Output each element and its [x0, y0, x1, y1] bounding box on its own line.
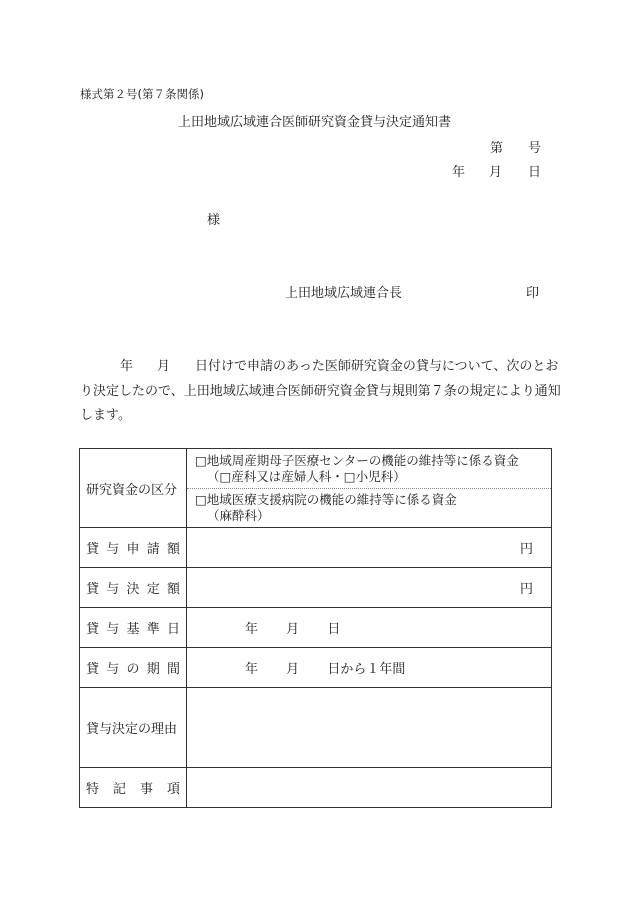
label-char: 額 — [166, 542, 180, 557]
label-char: 準 — [146, 622, 160, 637]
decided-amount-value — [187, 568, 552, 608]
label-char: 与 — [106, 622, 120, 637]
date-day: 日 — [528, 165, 542, 180]
period-month: 月 — [286, 662, 300, 677]
base-date-day: 日 — [327, 622, 341, 637]
label-char: 与 — [106, 582, 120, 597]
body-line3: します。 — [80, 408, 131, 423]
label-char: 決 — [126, 582, 140, 597]
fund-option-regional-dept: （麻酔科） — [207, 507, 270, 523]
label-char: 特 — [86, 782, 100, 797]
row-loan-period — [80, 648, 552, 688]
label-char: 定 — [146, 582, 160, 597]
issuer-name: 上田地域広域連合長 — [285, 286, 403, 301]
fund-category-label: 研究資金の区分 — [80, 449, 187, 528]
number-suffix: 号 — [528, 141, 542, 156]
decision-reason-label: 貸与決定の理由 — [80, 688, 187, 768]
row-fund-category — [80, 449, 552, 528]
decided-amount-label — [80, 568, 187, 608]
label-char: 日 — [166, 622, 180, 637]
date-year: 年 — [452, 165, 466, 180]
label-char: 請 — [146, 542, 160, 557]
form-number: 様式第２号(第７条関係) — [80, 87, 204, 101]
body-year: 年 — [120, 359, 134, 374]
row-decision-reason — [80, 688, 552, 768]
fund-category-options — [187, 449, 552, 528]
base-date-month: 月 — [286, 622, 300, 637]
applied-amount-value — [187, 528, 552, 568]
label-char: 申 — [126, 542, 140, 557]
period-year: 年 — [245, 662, 259, 677]
fund-option-perinatal-title: □地域周産期母子医療センターの機能の維持等に係る資金 — [195, 452, 519, 468]
loan-decision-table — [79, 448, 552, 808]
label-char: 項 — [166, 782, 180, 797]
applied-amount-unit: 円 — [519, 542, 533, 557]
base-date-value — [187, 608, 552, 648]
row-base-date — [80, 608, 552, 648]
label-char: 貸 — [86, 582, 100, 597]
fund-option-perinatal-dept: （□産科又は産婦人科・□小児科） — [207, 468, 406, 484]
body-month: 月 — [157, 359, 171, 374]
base-date-year: 年 — [245, 622, 259, 637]
label-char: の — [126, 662, 140, 677]
row-applied-amount — [80, 528, 552, 568]
remarks-value — [187, 768, 552, 808]
label-char: 貸 — [86, 662, 100, 677]
body-line1-rest: 日付けで申請のあった医師研究資金の貸与について、次のとお — [195, 359, 559, 374]
row-decided-amount — [80, 568, 552, 608]
label-char: 記 — [112, 782, 126, 797]
row-remarks — [80, 768, 552, 808]
decision-reason-value — [187, 688, 552, 768]
label-char: 額 — [166, 582, 180, 597]
label-char: 貸 — [86, 622, 100, 637]
decided-amount-unit: 円 — [519, 582, 533, 597]
fund-option-perinatal — [187, 450, 551, 488]
label-char: 基 — [126, 622, 140, 637]
number-prefix: 第 — [490, 141, 504, 156]
label-char: 期 — [146, 662, 160, 677]
label-char: 事 — [139, 782, 153, 797]
fund-option-regional-title: □地域医療支援病院の機能の維持等に係る資金 — [195, 491, 457, 507]
body-line2: り決定したので、上田地域広域連合医師研究資金貸与規則第７条の規定により通知 — [80, 384, 561, 399]
loan-period-label — [80, 648, 187, 688]
label-char: 貸 — [86, 542, 100, 557]
fund-option-regional — [187, 488, 551, 527]
applied-amount-label — [80, 528, 187, 568]
remarks-label — [80, 768, 187, 808]
period-rest: 日から１年間 — [327, 662, 406, 677]
date-month: 月 — [489, 165, 503, 180]
base-date-label — [80, 608, 187, 648]
loan-period-value — [187, 648, 552, 688]
addressee-honorific: 様 — [207, 213, 221, 228]
seal-mark: 印 — [526, 286, 540, 301]
label-char: 与 — [106, 542, 120, 557]
document-title: 上田地域広域連合医師研究資金貸与決定通知書 — [178, 115, 452, 130]
label-char: 間 — [166, 662, 180, 677]
label-char: 与 — [106, 662, 120, 677]
